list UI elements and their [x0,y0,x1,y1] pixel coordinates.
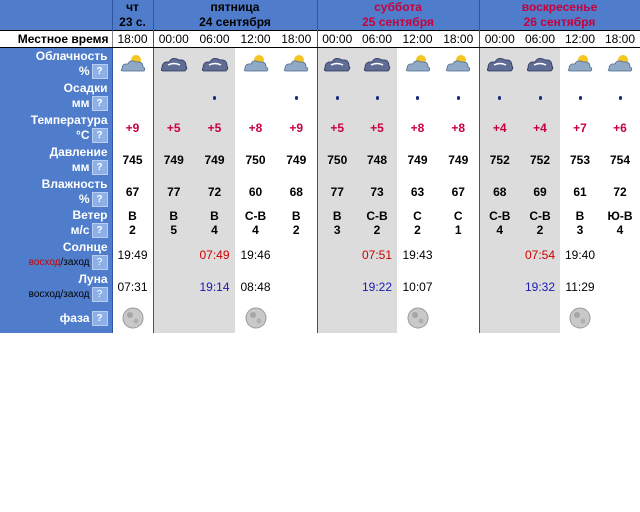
temperature-cell: +8 [235,111,276,144]
moon-phase-cell [479,303,520,333]
moon-cell [520,271,560,303]
sun-cell [153,239,194,271]
precip-cell [520,80,560,111]
cloud-cell [317,48,357,81]
time-cell: 00:00 [153,31,194,48]
precip-cell [357,80,397,111]
sun-cell [479,239,520,271]
help-icon[interactable]: ? [92,287,108,302]
humidity-cell: 61 [560,176,600,207]
wind-cell [397,207,438,239]
cloudy-moon-icon [520,53,560,75]
help-icon[interactable]: ? [92,64,108,79]
sunrise-time: 07:49 [199,248,230,262]
wind-cell [194,207,235,239]
temperature-cell: +8 [438,111,479,144]
help-icon[interactable]: ? [92,255,108,270]
time-cell: 12:00 [235,31,276,48]
wind-direction: С [413,209,422,223]
wind-direction: С [453,209,463,223]
precip-label: Осадки [63,80,108,95]
partly-cloudy-sun-icon [438,53,479,75]
precip-cell [560,80,600,111]
wind-speed: 3 [333,223,341,237]
cloud-cell [194,48,235,81]
temperature-cell: +7 [560,111,600,144]
time-cell: 06:00 [520,31,560,48]
humidity-cell: 73 [357,176,397,207]
temperature-row: Температура °C ? +9 +5 +5 +8 +9 +5 +5 +8 +8 +4 +4 +7 +6 [0,111,640,144]
time-cell: 12:00 [560,31,600,48]
temperature-cell: +4 [479,111,520,144]
precip-cell [235,80,276,111]
pressure-cell: 749 [153,144,194,176]
wind-cell [112,207,153,239]
precip-cell [276,80,317,111]
pressure-cell: 748 [357,144,397,176]
moon-phase-cell [112,303,153,333]
help-icon[interactable]: ? [92,96,108,111]
temperature-cell: +4 [520,111,560,144]
partly-cloudy-sun-icon [600,53,640,75]
temperature-cell: +5 [357,111,397,144]
cloudy-moon-icon [194,53,235,75]
help-icon[interactable]: ? [92,311,108,326]
pressure-cell: 753 [560,144,600,176]
wind-speed: 4 [252,223,259,237]
help-icon[interactable]: ? [92,160,108,175]
moonset-time: 11:29 [565,280,595,294]
moonset-time: 10:07 [402,280,433,294]
humidity-cell: 67 [112,176,153,207]
wind-speed: 4 [616,223,624,237]
sun-row: Солнце восход/заход ? 19:49 07:49 19:46 07:51 19:43 07:54 19:40 [0,239,640,271]
partly-cloudy-sun-icon [235,53,276,75]
wind-cell [479,207,520,239]
precip-row: Осадки мм ? [0,80,640,111]
time-cell: 12:00 [397,31,438,48]
time-cell: 18:00 [438,31,479,48]
cloudy-moon-icon [154,53,195,75]
temperature-cell: +5 [317,111,357,144]
precip-cell [438,80,479,111]
moon-phase-cell [520,303,560,333]
wind-direction: С-В [529,209,551,223]
temperature-cell: +9 [112,111,153,144]
moon-cell [235,271,276,303]
moon-cell [194,271,235,303]
moonset-time: 08:48 [240,280,271,294]
cloudy-moon-icon [318,53,358,75]
sun-cell [317,239,357,271]
cloud-row: Облачность % ? [0,48,640,81]
moon-phase-icon [397,306,438,330]
temperature-cell: +5 [194,111,235,144]
raindrop-icon [579,96,582,100]
humidity-cell: 69 [520,176,560,207]
moon-row: Луна восход/заход ? 07:31 19:14 08:48 19:22 10:07 19:32 11:29 [0,271,640,303]
moon-phase-icon [560,306,600,330]
wind-speed: 4 [211,223,218,237]
help-icon[interactable]: ? [92,192,108,207]
wind-cell [357,207,397,239]
sunset-time: 19:43 [402,248,433,262]
time-cell: 18:00 [112,31,153,48]
wind-cell [520,207,560,239]
precip-cell [317,80,357,111]
wind-cell [153,207,194,239]
wind-cell [438,207,479,239]
wind-speed: 5 [170,223,178,237]
day-header-row [0,0,640,31]
sun-cell [235,239,276,271]
wind-speed: 2 [536,223,544,237]
humidity-cell: 63 [397,176,438,207]
temperature-cell: +5 [153,111,194,144]
partly-cloudy-sun-icon [113,53,153,75]
sun-cell [438,239,479,271]
humidity-cell: 77 [317,176,357,207]
sun-cell [112,239,153,271]
wind-cell [276,207,317,239]
moon-phase-cell [397,303,438,333]
moon-phase-cell [153,303,194,333]
wind-cell [317,207,357,239]
pressure-cell: 750 [317,144,357,176]
wind-speed: 2 [414,223,421,237]
wind-direction: В [332,209,342,223]
sun-cell [520,239,560,271]
cloud-cell [560,48,600,81]
precip-cell [397,80,438,111]
moon-cell [317,271,357,303]
pressure-label: Давление [49,145,108,159]
moon-phase-cell [194,303,235,333]
humidity-label: Влажность [41,176,108,191]
cloud-cell [357,48,397,81]
time-cell: 00:00 [479,31,520,48]
cloud-cell [112,48,153,81]
moonset-time: 07:31 [117,280,148,294]
sun-cell [357,239,397,271]
wind-direction: В [291,209,301,223]
precip-cell [194,80,235,111]
moon-phase-cell [438,303,479,333]
moon-cell [357,271,397,303]
time-row [0,31,640,48]
raindrop-icon [457,96,460,100]
wind-direction: С-В [489,209,511,223]
sunset-time: 19:49 [117,248,148,262]
wind-cell [600,207,640,239]
help-icon[interactable]: ? [92,128,108,143]
humidity-cell: 72 [600,176,640,207]
sun-cell [560,239,600,271]
wind-direction: В [169,209,179,223]
time-cell: 00:00 [317,31,357,48]
sunrise-time: 07:54 [524,248,556,262]
raindrop-icon [295,96,298,100]
wind-speed: 2 [373,223,381,237]
moon-cell [600,271,640,303]
wind-label: Ветер [72,208,108,222]
local-time-label: Местное время [0,31,112,48]
cloud-cell [520,48,560,81]
moon-phase-cell [560,303,600,333]
raindrop-icon [336,96,339,100]
moon-phase-row [0,303,640,333]
partly-cloudy-sun-icon [276,53,317,75]
temperature-cell: +8 [397,111,438,144]
wind-speed: 1 [454,223,462,237]
moon-phase-cell [317,303,357,333]
pressure-cell: 749 [194,144,235,176]
raindrop-icon [619,96,622,100]
temperature-label: Температура [30,112,108,127]
wind-direction: Ю-В [607,209,633,223]
pressure-cell: 749 [438,144,479,176]
wind-direction: С-В [366,209,388,223]
pressure-row: Давление мм ? 745 749 749 750 749 750 748 749 749 752 752 753 754 [0,144,640,176]
moon-phase-cell [235,303,276,333]
day-header: суббота 25 сентября [317,0,479,31]
humidity-cell: 60 [235,176,276,207]
moon-cell [560,271,600,303]
moon-cell [438,271,479,303]
moonrise-time: 19:32 [524,280,556,294]
wind-row: Ветер м/с ? В 2 В 5 В 4 С-В 4 В 2 В 3 С-В 2 С 2 С 1 С-В 4 С-В 2 В 3 Ю-В 4 [0,207,640,239]
time-cell: 18:00 [276,31,317,48]
wind-direction: В [575,209,585,223]
moon-cell [153,271,194,303]
precip-cell [153,80,194,111]
moon-phase-cell [600,303,640,333]
moon-phase-cell [276,303,317,333]
moon-phase-cell [357,303,397,333]
humidity-row: Влажность % ? 67 77 72 60 68 77 73 63 67 68 69 61 72 [0,176,640,207]
moon-phase-icon [113,306,153,330]
day-header: чт 23 с. [112,0,153,31]
moon-phase-icon [235,306,276,330]
cloud-cell [397,48,438,81]
cloud-cell [153,48,194,81]
temperature-cell: +9 [276,111,317,144]
pressure-cell: 745 [112,144,153,176]
sun-cell [600,239,640,271]
pressure-cell: 749 [276,144,317,176]
sun-label: Солнце [62,240,108,254]
raindrop-icon [539,96,542,100]
partly-cloudy-sun-icon [397,53,438,75]
help-icon[interactable]: ? [92,223,108,238]
humidity-cell: 67 [438,176,479,207]
moon-cell [112,271,153,303]
moon-phase-label: фаза ? [0,303,108,333]
moon-cell [276,271,317,303]
raindrop-icon [498,96,501,100]
precip-cell [112,80,153,111]
humidity-cell: 68 [276,176,317,207]
sunset-time: 19:40 [564,248,596,262]
precip-cell [479,80,520,111]
cloud-cell [276,48,317,81]
pressure-cell: 752 [520,144,560,176]
partly-cloudy-sun-icon [560,53,600,75]
cloudy-moon-icon [357,53,397,75]
moonrise-time: 19:22 [361,280,393,294]
moonrise-time: 19:14 [199,280,230,294]
wind-speed: 2 [292,223,300,237]
moon-cell [479,271,520,303]
day-header: воскресенье 26 сентября [479,0,640,31]
sun-cell [276,239,317,271]
cloudy-moon-icon [480,53,521,75]
pressure-cell: 749 [397,144,438,176]
temperature-cell: +6 [600,111,640,144]
wind-direction: В [210,209,219,223]
precip-cell [600,80,640,111]
day-header: пятница 24 сентября [153,0,317,31]
wind-cell [235,207,276,239]
wind-speed: 2 [129,223,136,237]
moon-cell [397,271,438,303]
humidity-cell: 77 [153,176,194,207]
sunrise-time: 07:51 [361,248,393,262]
pressure-cell: 754 [600,144,640,176]
time-cell: 06:00 [194,31,235,48]
sun-cell [397,239,438,271]
raindrop-icon [376,96,379,100]
wind-direction: В [128,209,137,223]
time-cell: 18:00 [600,31,640,48]
raindrop-icon [416,96,419,100]
pressure-cell: 750 [235,144,276,176]
raindrop-icon [213,96,216,100]
wind-direction: С-В [244,209,267,223]
wind-cell [560,207,600,239]
pressure-cell: 752 [479,144,520,176]
cloud-cell [438,48,479,81]
cloud-label: Облачность [35,49,108,63]
wind-speed: 3 [576,223,584,237]
cloud-cell [235,48,276,81]
cloud-cell [600,48,640,81]
time-cell: 06:00 [357,31,397,48]
wind-speed: 4 [496,223,504,237]
humidity-cell: 68 [479,176,520,207]
sunset-time: 19:46 [240,248,271,262]
moon-label: Луна [78,272,108,286]
sun-cell [194,239,235,271]
humidity-cell: 72 [194,176,235,207]
cloud-cell [479,48,520,81]
